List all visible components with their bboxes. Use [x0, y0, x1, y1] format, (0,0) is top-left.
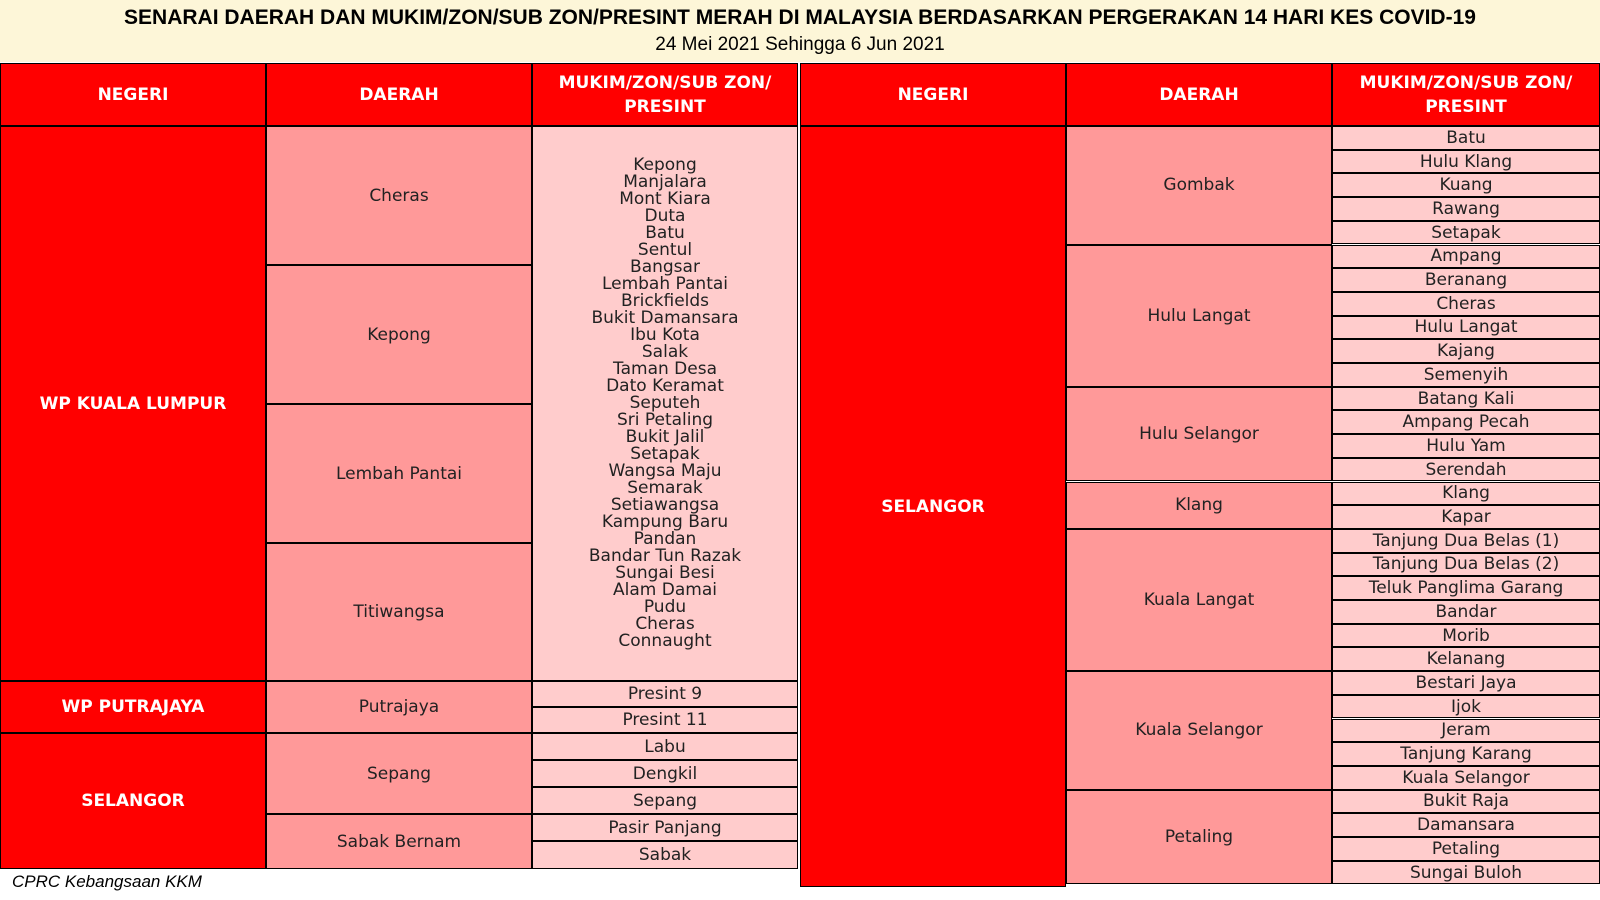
mukim-cell: Sabak: [532, 841, 798, 869]
list-item: Ibu Kota: [630, 325, 700, 345]
mukim-cell: Tanjung Dua Belas (2): [1332, 553, 1600, 577]
district-kuala-selangor: Kuala Selangor: [1066, 671, 1332, 790]
state-wp-putrajaya: WP PUTRAJAYA: [0, 681, 266, 733]
district-sabak-bernam: Sabak Bernam: [266, 814, 532, 869]
mukim-cell: Morib: [1332, 624, 1600, 648]
list-item: Manjalara: [623, 172, 707, 192]
mukim-cell: Ampang Pecah: [1332, 410, 1600, 434]
mukim-cell: Kajang: [1332, 339, 1600, 363]
list-item: Mont Kiara: [619, 189, 711, 209]
district-sepang: Sepang: [266, 733, 532, 814]
page-title: SENARAI DAERAH DAN MUKIM/ZON/SUB ZON/PRESINT MERAH DI MALAYSIA BERDASARKAN PERGERAKAN 14 HARI KES COVID-19: [124, 6, 1476, 29]
mukim-cell: Setapak: [1332, 221, 1600, 245]
mukim-cell: Kuala Selangor: [1332, 766, 1600, 790]
mukim-cell: Semenyih: [1332, 363, 1600, 387]
mukim-cell: Serendah: [1332, 458, 1600, 482]
list-item: Cheras: [635, 614, 695, 634]
mukim-cell: Jeram: [1332, 719, 1600, 743]
list-item: Salak: [641, 342, 689, 362]
state-selangor-left: SELANGOR: [0, 733, 266, 869]
district-lembah-pantai: Lembah Pantai: [266, 404, 532, 543]
header-daerah: DAERAH: [266, 63, 532, 126]
list-item: Bukit Damansara: [591, 308, 739, 328]
footer-source: CPRC Kebangsaan KKM: [12, 872, 202, 891]
state-wp-kuala-lumpur: WP KUALA LUMPUR: [0, 126, 266, 681]
list-item: Sri Petaling: [616, 410, 714, 430]
list-item: Kampung Baru: [601, 512, 729, 532]
date-range: 24 Mei 2021 Sehingga 6 Jun 2021: [655, 34, 945, 55]
district-gombak: Gombak: [1066, 126, 1332, 245]
list-item: Sungai Besi: [615, 563, 715, 583]
header-negeri-right: NEGERI: [800, 63, 1066, 126]
header-mukim: MUKIM/ZON/SUB ZON/ PRESINT: [532, 63, 798, 126]
district-kepong: Kepong: [266, 265, 532, 404]
district-cheras: Cheras: [266, 126, 532, 265]
kl-mukim-list: [532, 126, 798, 681]
list-item: Kepong: [633, 155, 697, 175]
mukim-cell: Petaling: [1332, 837, 1600, 861]
list-item: Alam Damai: [613, 580, 717, 600]
list-item: Dato Keramat: [606, 376, 724, 396]
list-item: Setiawangsa: [610, 495, 720, 515]
mukim-cell: Pasir Panjang: [532, 814, 798, 841]
list-item: Lembah Pantai: [601, 274, 729, 294]
district-hulu-selangor: Hulu Selangor: [1066, 387, 1332, 482]
mukim-cell: Tanjung Dua Belas (1): [1332, 529, 1600, 553]
list-item: Pudu: [643, 597, 687, 617]
mukim-cell: Teluk Panglima Garang: [1332, 576, 1600, 600]
list-item: Sentul: [637, 240, 693, 260]
header-daerah-right: DAERAH: [1066, 63, 1332, 126]
mukim-cell: Klang: [1332, 482, 1600, 506]
list-item: Duta: [644, 206, 686, 226]
mukim-cell: Kapar: [1332, 505, 1600, 529]
list-item: Wangsa Maju: [608, 461, 722, 481]
list-item: Seputeh: [629, 393, 701, 413]
mukim-cell: Kelanang: [1332, 647, 1600, 671]
mukim-cell: Bandar: [1332, 600, 1600, 624]
mukim-cell: Damansara: [1332, 813, 1600, 837]
mukim-cell: Batang Kali: [1332, 387, 1600, 411]
header-negeri: NEGERI: [0, 63, 266, 126]
list-item: Brickfields: [620, 291, 710, 311]
district-kuala-langat: Kuala Langat: [1066, 529, 1332, 671]
mukim-cell: Cheras: [1332, 292, 1600, 316]
mukim-cell: Kuang: [1332, 173, 1600, 197]
list-item: Taman Desa: [613, 359, 717, 379]
state-selangor-right: SELANGOR: [800, 126, 1066, 887]
list-item: Setapak: [630, 444, 700, 464]
mukim-cell: Presint 9: [532, 681, 798, 707]
mukim-cell: Tanjung Karang: [1332, 742, 1600, 766]
mukim-cell: Ampang: [1332, 245, 1600, 269]
list-item: Bangsar: [630, 257, 700, 277]
list-item: Semarak: [627, 478, 703, 498]
header-mukim-right: MUKIM/ZON/SUB ZON/ PRESINT: [1332, 63, 1600, 126]
mukim-cell: Labu: [532, 733, 798, 760]
mukim-cell: Sungai Buloh: [1332, 861, 1600, 885]
district-klang: Klang: [1066, 482, 1332, 529]
mukim-cell: Rawang: [1332, 197, 1600, 221]
mukim-cell: Hulu Yam: [1332, 434, 1600, 458]
mukim-cell: Bestari Jaya: [1332, 671, 1600, 695]
mukim-cell: Dengkil: [532, 760, 798, 787]
list-item: Bandar Tun Razak: [588, 546, 742, 566]
district-hulu-langat: Hulu Langat: [1066, 245, 1332, 387]
mukim-cell: Hulu Langat: [1332, 316, 1600, 340]
mukim-cell: Sepang: [532, 787, 798, 814]
list-item: Pandan: [633, 529, 697, 549]
mukim-cell: Ijok: [1332, 695, 1600, 719]
district-petaling: Petaling: [1066, 790, 1332, 885]
district-putrajaya: Putrajaya: [266, 681, 532, 733]
mukim-cell: Hulu Klang: [1332, 150, 1600, 174]
mukim-cell: Bukit Raja: [1332, 790, 1600, 814]
list-item: Batu: [645, 223, 685, 243]
district-titiwangsa: Titiwangsa: [266, 543, 532, 681]
mukim-cell: Presint 11: [532, 707, 798, 733]
mukim-cell: Beranang: [1332, 268, 1600, 292]
mukim-cell: Batu: [1332, 126, 1600, 150]
list-item: Connaught: [618, 631, 712, 651]
list-item: Bukit Jalil: [625, 427, 705, 447]
